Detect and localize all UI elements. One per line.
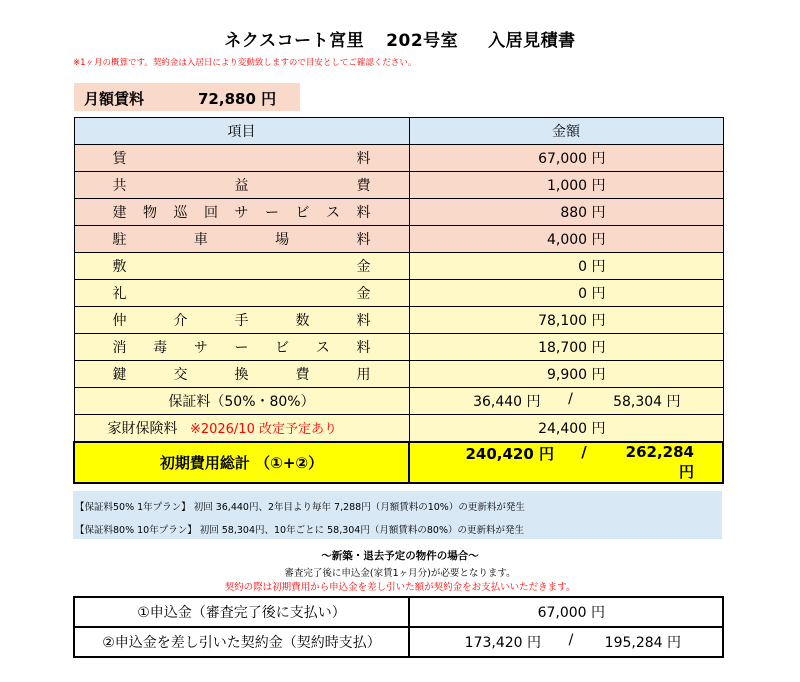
- item-label-char: 消: [112, 340, 127, 356]
- guarantee-amount-50: 36,440 円: [473, 394, 541, 410]
- contract-payment-label: ②申込金を差し引いた契約金（契約時支払）: [74, 627, 409, 657]
- item-label-char: 礼: [112, 286, 127, 302]
- item-label: [74, 280, 409, 307]
- new-case-note-2: 契約の際は初期費用から申込金を差し引いた額が契約金をお支払いいただきます。: [224, 582, 576, 593]
- item-amount: 67,000 円: [409, 145, 723, 172]
- monthly-rent-value: 72,880 円: [198, 90, 277, 108]
- item-amount: 880 円: [409, 199, 723, 226]
- item-label-char: 建: [112, 205, 127, 221]
- item-label-char: 回: [204, 205, 218, 221]
- plan-note-80: 【保証料80% 10年プラン】 初回 58,304円、10年ごとに 58,304円（月額賃料の80%）の更新料が発生: [75, 525, 524, 536]
- monthly-rent-label: 月額賃料: [84, 90, 145, 108]
- document-title: 入居見積書: [488, 31, 576, 51]
- insurance-cell: [74, 415, 409, 443]
- monthly-rent-box: [74, 83, 300, 111]
- item-label: [74, 172, 409, 199]
- estimate-note: ※1ヶ月の概算です。契約金は入居日により変動致しますので目安としてご確認ください。: [73, 58, 417, 68]
- room-number: 202号室: [386, 31, 459, 51]
- total-label: 初期費用総計 （①+②）: [74, 442, 409, 483]
- item-label-char: 交: [173, 367, 188, 383]
- guarantee-amount-80: 58,304 円: [613, 394, 681, 410]
- item-amount: 9,900 円: [409, 361, 723, 388]
- table-row: [74, 307, 723, 334]
- item-label-char: サ: [234, 205, 249, 221]
- item-label-char: 金: [356, 286, 371, 302]
- item-label-char: 料: [356, 340, 371, 356]
- table-row: [74, 226, 723, 253]
- total-row: [74, 442, 723, 483]
- item-label-char: 介: [173, 313, 188, 329]
- item-label-char: 数: [295, 313, 310, 329]
- header-amount: 金額: [409, 118, 723, 145]
- item-label-char: 金: [356, 259, 371, 275]
- item-label-char: 手: [234, 313, 249, 329]
- application-fee-label: ①申込金（審査完了後に支払い）: [74, 597, 409, 627]
- table-header-row: [74, 118, 723, 145]
- item-label-char: 換: [234, 367, 249, 383]
- item-label-char: 費: [356, 178, 371, 194]
- contract-amount-50: 173,420 円: [464, 635, 541, 651]
- separator: /: [568, 632, 574, 648]
- item-amount: 4,000 円: [409, 226, 723, 253]
- item-amount: 18,700 円: [409, 334, 723, 361]
- item-label-char: ー: [234, 340, 249, 356]
- table-row: [74, 361, 723, 388]
- item-label-char: ス: [326, 205, 340, 221]
- contract-amount-80: 195,284 円: [604, 635, 681, 651]
- item-label-char: 益: [234, 178, 249, 194]
- new-case-title: ～新築・退去予定の物件の場合～: [321, 550, 479, 562]
- item-label-char: 鍵: [112, 367, 127, 383]
- item-label: [74, 226, 409, 253]
- separator: /: [568, 391, 573, 407]
- item-label-char: 料: [356, 232, 371, 248]
- item-label: [74, 334, 409, 361]
- table-row: [74, 145, 723, 172]
- table-row: [74, 199, 723, 226]
- application-fee-amount: 67,000 円: [409, 597, 723, 627]
- item-label: [74, 145, 409, 172]
- plan-note-50: 【保証料50% 1年プラン】 初回 36,440円、2年目より毎年 7,288円（月額賃料の10%）の更新料が発生: [75, 502, 525, 513]
- contract-payment-amount: [409, 627, 723, 657]
- total-amount: [409, 442, 723, 483]
- item-label-char: 用: [356, 367, 371, 383]
- insurance-amount: 24,400 円: [409, 415, 723, 443]
- total-amount-80: 262,284 円: [625, 443, 694, 481]
- item-label-char: 物: [143, 205, 157, 221]
- item-label-char: ー: [265, 205, 279, 221]
- total-amount-50: 240,420 円: [465, 445, 554, 463]
- item-label: [74, 199, 409, 226]
- item-label-char: 駐: [112, 232, 127, 248]
- cost-table: [73, 117, 724, 484]
- item-amount: 0 円: [409, 253, 723, 280]
- new-case-note-1: 審査完了後に申込金(家賃1ヶ月分)が必要となります。: [284, 568, 516, 579]
- item-label-char: 車: [193, 232, 208, 248]
- item-label-char: 料: [356, 151, 371, 167]
- item-amount: 1,000 円: [409, 172, 723, 199]
- separator: /: [581, 443, 587, 461]
- item-amount: 78,100 円: [409, 307, 723, 334]
- insurance-note: ※2026/10 改定予定あり: [189, 422, 337, 437]
- insurance-label: 家財保険料: [107, 421, 178, 437]
- guarantee-row: [74, 388, 723, 415]
- table-row: [74, 253, 723, 280]
- item-label-char: 巡: [173, 205, 188, 221]
- guarantee-label: 保証料（50%・80%）: [74, 388, 409, 415]
- table-row: [74, 172, 723, 199]
- item-label: [74, 253, 409, 280]
- item-label-char: 毒: [153, 340, 168, 356]
- payment-table: [73, 596, 724, 658]
- item-label: [74, 307, 409, 334]
- page-title: [0, 26, 800, 51]
- plan-notes: [73, 491, 722, 539]
- item-label-char: 費: [295, 367, 310, 383]
- item-label-char: 敷: [112, 259, 127, 275]
- header-item: 項目: [74, 118, 409, 145]
- item-label-char: 料: [356, 205, 371, 221]
- contract-payment-row: [74, 627, 723, 657]
- item-label-char: 仲: [112, 313, 127, 329]
- item-label-char: ビ: [295, 205, 310, 221]
- application-fee-row: [74, 597, 723, 627]
- property-name: ネクスコート宮里: [224, 31, 365, 51]
- table-row: [74, 280, 723, 307]
- item-label-char: 場: [275, 232, 290, 248]
- item-label: [74, 361, 409, 388]
- item-label-char: 共: [112, 178, 127, 194]
- item-label-char: ス: [315, 340, 330, 356]
- item-label-char: ビ: [275, 340, 290, 356]
- insurance-row: [74, 415, 723, 443]
- item-label-char: 料: [356, 313, 371, 329]
- item-amount: 0 円: [409, 280, 723, 307]
- guarantee-amount: [409, 388, 723, 415]
- item-label-char: サ: [193, 340, 208, 356]
- table-row: [74, 334, 723, 361]
- item-label-char: 賃: [112, 151, 127, 167]
